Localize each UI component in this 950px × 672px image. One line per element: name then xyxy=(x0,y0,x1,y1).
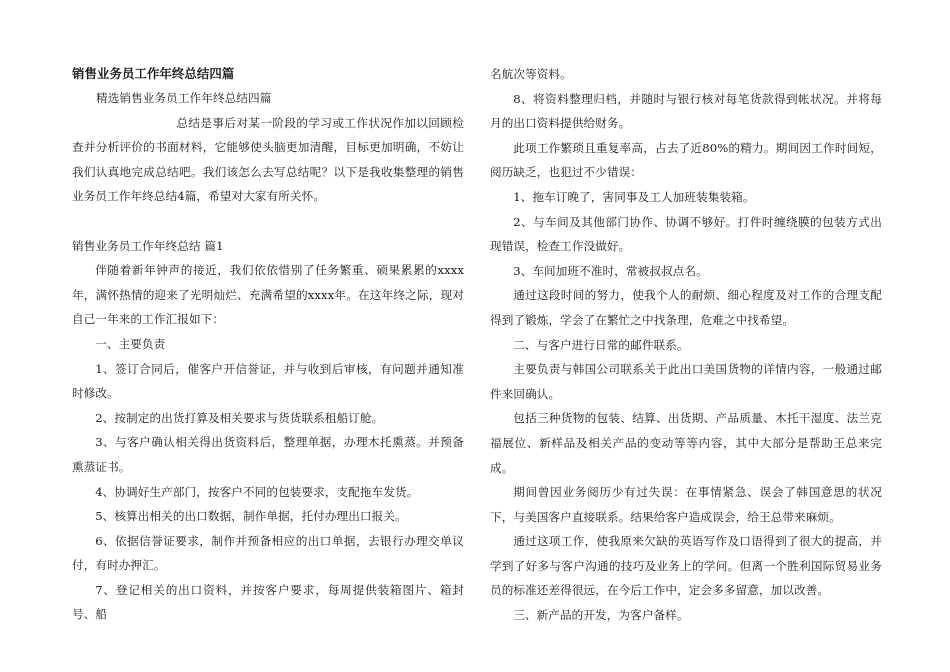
list-item: 1、拖车订晚了，害同事及工人加班装集装箱。 xyxy=(513,189,755,204)
list-item: 4、协调好生产部门，按客户不同的包装要求，支配拖车发货。 xyxy=(95,484,419,499)
body-paragraph: 包括三种货物的包装、结算、出货期、产品质量、木托干湿度、法兰克福展位、新样品及相关产品的变动等等内容，其中大部分是帮助王总来完成。 xyxy=(490,411,882,475)
list-item: 2、与车间及其他部门协作、协调不够好。打件时缠绕膜的包装方式出现错误，检查工作没做好。 xyxy=(490,214,882,254)
list-item: 1、签订合同后，催客户开信誉证，并与收到后审核，有问题并通知准时修改。 xyxy=(72,361,464,401)
document-title: 销售业务员工作年终总结四篇 xyxy=(72,66,235,81)
section-gap xyxy=(72,209,464,234)
body-paragraph: 伴随着新年钟声的接近，我们依依惜别了任务繁重、硕果累累的xxxx年，满怀热情的迎来了光明灿烂、充满希望的xxxx年。在这年终之际，现对自己一年来的工作汇报如下： xyxy=(72,263,464,327)
list-item: 6、依据信誉证要求，制作并预备相应的出口单据，去银行办理交单议付，有时办押汇。 xyxy=(72,533,464,573)
list-item: 3、与客户确认相关得出货资料后，整理单据，办理木托熏蒸。并预备熏蒸证书。 xyxy=(72,435,464,474)
left-column xyxy=(72,62,464,627)
list-item: 7、登记相关的出口资料，并按客户要求，每周提供装箱图片、箱封号、船 xyxy=(72,582,464,622)
list-item: 8、将资料整理归档，并随时与银行核对每笔货款得到帐状况。并将每月的出口资料提供给财务。 xyxy=(490,91,882,131)
body-paragraph: 期间曾因业务阅历少有过失误：在事情紧急、误会了韩国意思的状况下，与美国客户直接联系。结果给客户造成误会，给王总带来麻烦。 xyxy=(490,485,882,524)
body-paragraph: 通过这段时间的努力，使我个人的耐烦、细心程度及对工作的合理支配得到了锻炼，学会了在繁忙之中找条理，危难之中找希望。 xyxy=(490,288,882,327)
right-column xyxy=(490,62,882,628)
list-heading: 二、与客户进行日常的邮件联系。 xyxy=(513,337,689,352)
list-item: 3、车间加班不准时，常被叔叔点名。 xyxy=(513,263,708,278)
continued-text: 名航次等资料。 xyxy=(490,67,572,81)
body-paragraph: 主要负责与韩国公司联系关于此出口美国货物的详情内容，一般通过邮件来回确认。 xyxy=(490,362,882,401)
body-paragraph: 此项工作繁琐且重复率高，占去了近80%的精力。期间因工作时间短，阅历缺乏，也犯过不少错误： xyxy=(490,140,882,180)
list-heading: 一、主要负责 xyxy=(95,336,166,351)
section-heading: 销售业务员工作年终总结 篇1 xyxy=(72,238,224,253)
document-subtitle: 精选销售业务员工作年终总结四篇 xyxy=(96,91,272,105)
intro-paragraph: 总结是事后对某一阶段的学习或工作状况作加以回顾检查并分析评价的书面材料，它能够使头脑更加清醒，目标更加明确，不妨让我们认真地完成总结吧。我们该怎么去写总结呢？以下是我收集整理的销售业务员工作年终总结4篇，希望对大家有所关怀。 xyxy=(72,115,464,204)
list-heading: 三、新产品的开发，为客户备样。 xyxy=(513,608,689,623)
list-item: 5、核算出相关的出口数据，制作单据，托付办理出口报关。 xyxy=(95,509,407,524)
body-paragraph: 通过这项工作，使我原来欠缺的英语写作及口语得到了很大的提高，并学到了好多与客户沟通的技巧及业务上的学问。但离一个胜利国际贸易业务员的标准还差得很远，在今后工作中，定会多多留意，加以改善。 xyxy=(490,534,882,598)
list-item: 2、按制定的出货打算及相关要求与货货联系租船订舱。 xyxy=(95,410,384,425)
